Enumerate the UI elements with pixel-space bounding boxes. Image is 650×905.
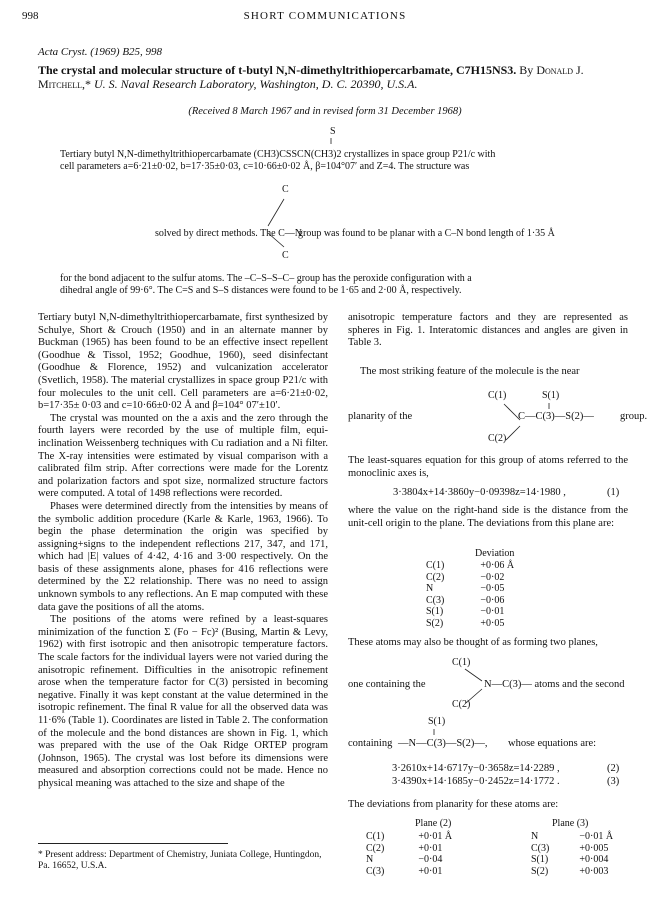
plane3-value: +0·005 [579, 842, 609, 854]
deviation-atom: C(3) [426, 594, 445, 606]
paragraph-phases: Phases were determined directly from the intensities by means of the symbolic addition procedure (Karle & Karle, 1963, 1966). To begin the phase determination the origin was specified by assigning+signs to the independent reflections 217, 347, and 171, which had |E| values of 4·42, 4·16 and 3·00 respectively. On the basis of these assignments alone, phases for 416 reflections were determined by the Σ2 relationship. There was no need to assign unknown symbols to any reflections. An E map computed with these data gave the positions of all the atoms. [38, 500, 328, 613]
abstract-line-3b: group was found to be planar with a C–N bond length of 1·35 Å [298, 228, 555, 239]
abstract-line-3a: solved by direct methods. The C—N [155, 228, 303, 239]
deviation-row [420, 583, 520, 595]
deviation-value: +0·05 [480, 617, 505, 629]
frag1-c1: C(1) [488, 390, 507, 401]
plane3-atom: N [531, 831, 539, 842]
article-title [38, 63, 628, 91]
deviation-atom: N [426, 583, 434, 594]
plane3-table [525, 831, 619, 877]
paragraph-planarity-deviations: The deviations from planarity for these atoms are: [348, 799, 559, 810]
deviation-row [420, 606, 520, 618]
plane3-value: −0·01 Å [579, 831, 614, 842]
title-by: By [519, 63, 534, 77]
equation-2: 3·2610x+14·6717y−0·3658z=14·2289 , [392, 763, 560, 774]
deviation-atom: S(1) [426, 606, 444, 617]
plane2-value: +0·01 [418, 842, 443, 854]
plane3-value: +0·004 [579, 854, 609, 865]
frag3-chain: —N—C(3)—S(2)—, [398, 738, 488, 749]
deviation-value: −0·02 [480, 571, 505, 583]
paragraph-deviations-intro: where the value on the right-hand side is the distance from the unit-cell origin to the plane. The deviations from this plane are: [348, 505, 628, 529]
title-text: The crystal and molecular structure of t-butyl N,N-dimethyltrithiopercarbamate, C7H15NS3. [38, 63, 517, 77]
deviation-row [420, 618, 520, 630]
plane2-value: −0·04 [418, 854, 443, 865]
plane3-row [525, 843, 619, 855]
abstract-line-2: cell parameters a=6·21±0·02, b=17·35±0·03, c=10·66±0·02 Å, β=104°07′ and Z=4. The structure was [60, 161, 470, 172]
plane2-table [360, 831, 458, 877]
plane2-title: Plane (2) [415, 818, 452, 829]
abstract-line-4: for the bond adjacent to the sulfur atoms. The –C–S–S–C– group has the peroxide configuration with a [60, 273, 472, 284]
equation-3-number: (3) [607, 776, 620, 787]
frag1-chain: C—C(3)—S(2)— [518, 411, 594, 422]
plane3-row [525, 866, 619, 878]
abstract-c-bottom: C [282, 250, 289, 261]
plane2-row [360, 866, 458, 878]
planarity-group: group. [620, 411, 648, 422]
frag3-s1: S(1) [428, 716, 446, 727]
deviation-header: Deviation [475, 548, 515, 559]
deviation-row [420, 595, 520, 607]
plane2-atom: C(1) [366, 831, 385, 842]
deviation-atom: C(1) [426, 560, 445, 571]
paragraph-striking: The most striking feature of the molecule is the near [360, 366, 580, 377]
frag1-s1: S(1) [542, 390, 560, 401]
plane3-value: +0·003 [579, 865, 609, 877]
deviation-row [420, 560, 520, 572]
plane2-value: +0·01 Å [418, 831, 453, 842]
author-name: Donald J. Mitchell,* [38, 63, 584, 91]
page-number: 998 [22, 10, 39, 22]
deviation-atom: S(2) [426, 617, 444, 629]
double-bond-mark: ‖ [330, 137, 333, 146]
citation: Acta Cryst. (1969) B25, 998 [38, 46, 163, 58]
whose-equations: whose equations are: [508, 738, 597, 749]
equation-2-number: (2) [607, 763, 620, 774]
containing-label: containing [348, 738, 393, 749]
frag1-c2: C(2) [488, 433, 507, 444]
deviation-atom: C(2) [426, 571, 445, 583]
right-column-top [348, 312, 628, 350]
abstract-line-5: dihedral angle of 99·6°. The C=S and S–S distances were found to be 1·65 and 2·00 Å, respectively. [60, 285, 462, 296]
plane2-row [360, 854, 458, 866]
plane3-atom: S(1) [531, 854, 549, 865]
paragraph-data-collection: The crystal was mounted on the a axis and the zero through the fourth layers were recorded by the use of multiple film, equi-inclination Weissenberg techniques with Cu radiation and a Ni filter. The X-ray intensities were estimated by visual comparison with a calibrated film strip. After corrections were made for the Lorentz and polarization factors and spot size, normalized structure factors were computed. A total of 1498 reflections were recorded. [38, 412, 328, 500]
deviation-value: −0·06 [480, 594, 505, 606]
plane2-atom: C(2) [366, 842, 385, 854]
equation-1-number: (1) [607, 487, 620, 498]
plane2-row [360, 843, 458, 855]
footnote-rule [38, 843, 228, 844]
plane2-atom: N [366, 854, 374, 865]
page-header [22, 10, 628, 28]
abstract-c-top: C [282, 184, 289, 195]
deviation-table [420, 560, 520, 629]
plane2-atom: C(3) [366, 865, 385, 877]
frag3-double-bond: ‖ [433, 728, 436, 737]
frag2-c2: C(2) [452, 699, 471, 710]
paragraph-least-squares: The least-squares equation for this group of atoms referred to the monoclinic axes is, [348, 455, 628, 479]
running-title: SHORT COMMUNICATIONS [243, 10, 407, 22]
plane2-row [360, 831, 458, 843]
frag2-tail: N—C(3)— atoms and the second [484, 679, 625, 690]
deviation-row [420, 572, 520, 584]
plane3-row [525, 854, 619, 866]
plane3-atom: S(2) [531, 865, 549, 877]
paragraph-thermal: anisotropic temperature factors and they are represented as spheres in Fig. 1. Interatomic distances and angles are given in Table 3. [348, 312, 628, 349]
plane3-title: Plane (3) [552, 818, 589, 829]
frag1-double-bond: ‖ [548, 402, 551, 411]
footnote: * Present address: Department of Chemistry, Juniata College, Huntingdon, Pa. 16652, U.S.A. [38, 850, 322, 871]
plane2-value: +0·01 [418, 865, 443, 877]
deviation-value: −0·01 [480, 606, 505, 617]
abstract-line-1: Tertiary butyl N,N-dimethyltrithiopercarbamate (CH3)CSSCN(CH3)2 crystallizes in space group P21/c with [60, 149, 496, 160]
equation-1: 3·3804x+14·3860y−0·09398z=14·1980 , [393, 487, 566, 498]
one-containing: one containing the [348, 679, 426, 690]
abstract-s-label: S [330, 126, 336, 137]
plane3-row [525, 831, 619, 843]
paragraph-refinement: The positions of the atoms were refined by a least-squares minimization of the function Σ (Fo − Fc)² (Busing, Martin & Levy, 1962) with first isotropic and then anisotropic temperature factors. The scale factors for the individual layers were not varied during the anisotropic refinement. Difficulties in the anisotropic refinement arose when the temperature factor for C(3) persisted in becoming negative. Finally it was kept constant at the value determined in the isotropic refinement. The final R value for all the observed data was 11·6% (Table 1). Coordinates are listed in Table 2. The conformation of the molecule and the bond distances are shown in Fig. 1, which was prepared with the use of the Oak Ridge ORTEP program (Johnson, 1965). The crystal was lost before its dimensions were measured and absorption corrections could not be made. Hence no physical meaning was attached to the size and shape of the [38, 614, 328, 789]
frag2-c1: C(1) [452, 657, 471, 668]
deviation-value: +0·06 Å [480, 560, 515, 571]
left-column [38, 312, 328, 791]
paragraph-two-planes: These atoms may also be thought of as forming two planes, [348, 637, 598, 648]
affiliation: U. S. Naval Research Laboratory, Washington, D. C. 20390, U.S.A. [94, 77, 418, 91]
paragraph-intro: Tertiary butyl N,N-dimethyltrithiopercarbamate, first synthesized by Schulye, Short & Crouch (1950) and in an alternate manner by Buckman (1965) has been found to be an effective insect repellent (Goodhue & Tissol, 1952; Goodhue, 1960), seed disinfectant (Goodhue & Florence, 1952) and vulcanization accelerator (Svetlich, 1958). The material crystallizes in space group P21/c with four molecules to the unit cell. Cell parameters are a=6·21±0·02, b=17·35± 0·03 and c=10·66±0·02 Å and β=104° 07′±10′. [38, 312, 328, 412]
deviation-value: −0·05 [480, 583, 505, 594]
equation-3: 3·4390x+14·1685y−0·2452z=14·1772 . [392, 776, 560, 787]
plane3-atom: C(3) [531, 842, 550, 854]
received-date: (Received 8 March 1967 and in revised form 31 December 1968) [188, 106, 462, 117]
amine-branch-lines [262, 193, 292, 253]
planarity-label: planarity of the [348, 411, 413, 422]
